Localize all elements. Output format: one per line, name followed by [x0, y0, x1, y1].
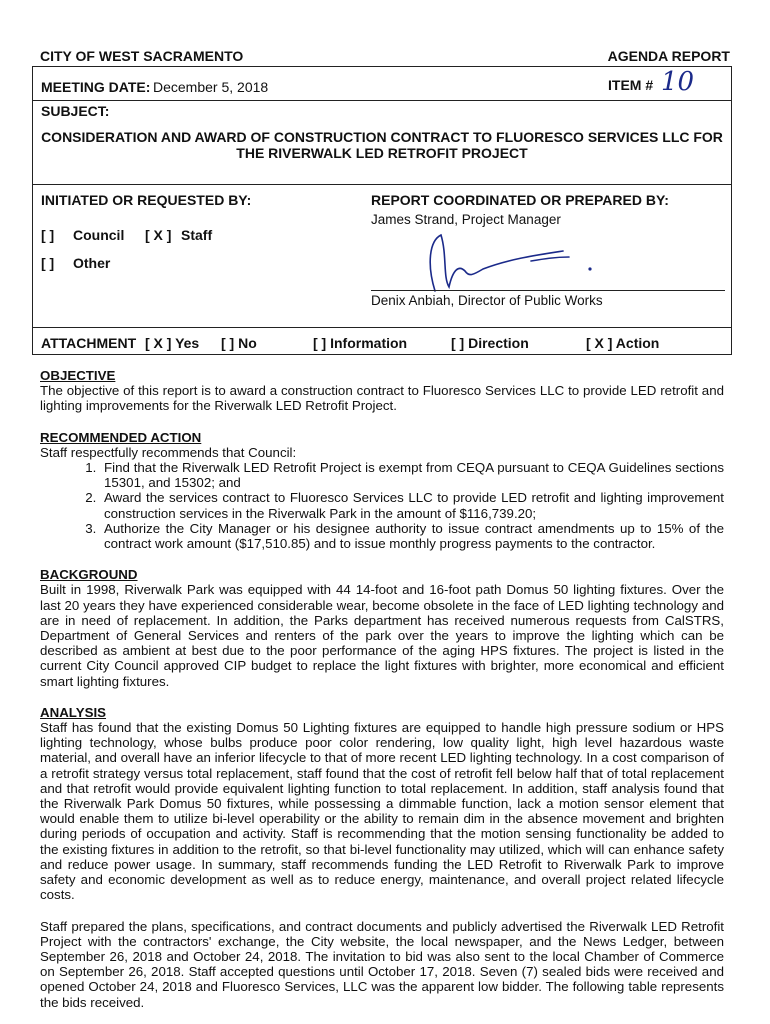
- staff-checkbox: [ X ]: [145, 227, 172, 243]
- meeting-date-label: MEETING DATE:: [41, 79, 151, 95]
- prepared-label: REPORT COORDINATED OR PREPARED BY:: [371, 192, 669, 208]
- recommendation-item: 2. Award the services contract to Fluoresco Services LLC to provide LED retrofit and lighting improvement construction services in the Riverwalk Park in the amount of $116,739.20;: [100, 490, 724, 520]
- action-option: [ X ] Action: [586, 335, 660, 351]
- initiated-label: INITIATED OR REQUESTED BY:: [41, 192, 252, 208]
- city-name: CITY OF WEST SACRAMENTO: [40, 48, 244, 64]
- report-body: [40, 368, 724, 1010]
- subject-line-1: CONSIDERATION AND AWARD OF CONSTRUCTION CONTRACT TO FLUORESCO SERVICES LLC FOR: [41, 129, 723, 145]
- analysis-text: Staff has found that the existing Domus 50 Lighting fixtures are equipped to handle high pressure sodium or HPS lighting technology, whose bulbs produce poor color rendering, low quality light, high level hazardous waste material, and overall have an inferior lifecycle to that of more recent LED lighting technology. In a cost comparison of a retrofit strategy versus total replacement, staff found that the cost of retrofit fell below half that of total replacement and that retrofit would provide equivalent lighting function to total replacement. In addition, staff analysis found that the Riverwalk Park Domus 50 fixtures, while possessing a dimmable function, lack a motion sensor element that would enable them to utilize bi-level operability or the ability to remain dim in the absence movement and brighten during periods of occupation and activity. Staff is recommending that the motion sensing functionality be added to the existing fixtures in addition to the retrofit, so that bi-level functionality may utilized, which will can enhance safety and reduce power usage. In summary, staff recommends funding the LED Retrofit to Riverwalk Park to improve safety and economic development as well as to reduce energy, maintenance, and overall project related lifecycle costs.: [40, 720, 724, 903]
- subject-title: [33, 129, 731, 161]
- background-heading: BACKGROUND: [40, 567, 138, 583]
- subject-line-2: THE RIVERWALK LED RETROFIT PROJECT: [236, 145, 528, 161]
- signature-line: [371, 290, 725, 291]
- recommendation-item: 3. Authorize the City Manager or his designee authority to issue contract amendments up to 15% of the contract work amount ($17,510.85) and to issue monthly progress payments to the contractor.: [100, 521, 724, 551]
- recommendation-item: 1. Find that the Riverwalk LED Retrofit Project is exempt from CEQA pursuant to CEQA Guidelines sections 15301, and 15302; and: [100, 460, 724, 490]
- recommended-intro: Staff respectfully recommends that Council:: [40, 444, 297, 460]
- analysis-heading: ANALYSIS: [40, 704, 107, 720]
- report-header: [40, 48, 730, 66]
- recommended-action-section: [40, 430, 724, 552]
- analysis-text-2: Staff prepared the plans, specifications, and contract documents and publicly advertised the Riverwalk LED Retrofit Project with the contractors' exchange, the City website, the local newspaper, and the News Ledger, between September 26, 2018 and October 24, 2018. The invitation to bid was also sent to the local Chamber of Commerce on September 26, 2018. Staff accepted questions until October 17, 2018. Seven (7) sealed bids were received and opened October 24, 2018 and Fluoresco Services, LLC was the apparent low bidder. The following table represents the bids received.: [40, 918, 724, 1010]
- background-section: [40, 567, 724, 689]
- attachment-yes: [ X ] Yes: [145, 335, 200, 351]
- objective-heading: OBJECTIVE: [40, 368, 116, 383]
- objective-section: [40, 368, 724, 414]
- other-label: Other: [73, 255, 111, 271]
- recommended-heading: RECOMMENDED ACTION: [40, 429, 202, 445]
- attachment-no: [ ] No: [221, 335, 257, 351]
- background-text: Built in 1998, Riverwalk Park was equipped with 44 14-foot and 16-foot path Domus 50 lighting fixtures. Over the last 20 years they have experienced considerable wear, become obsolete in the face of LED lighting technology and are in need of replacement. In addition, the Parks department has received numerous requests from CalSTRS, Department of General Services and renters of the park over the years to improve the lighting which can be described as ambient at best due to the poor performance of the aging HPS fixtures. The project is listed in the current City Council approved CIP budget to replace the light fixtures with brighter, more economical and efficient smart lighting fixtures.: [40, 582, 724, 689]
- analysis-section: [40, 705, 724, 903]
- report-type: AGENDA REPORT: [607, 48, 730, 64]
- director-signature: [413, 225, 613, 299]
- item-label: ITEM #: [608, 77, 654, 93]
- report-info-box: [32, 66, 732, 355]
- item-number-handwritten: 10: [661, 67, 695, 97]
- information-option: [ ] Information: [313, 335, 408, 351]
- council-label: Council: [73, 227, 125, 243]
- subject-label: SUBJECT:: [41, 103, 110, 119]
- attachment-label: ATTACHMENT: [41, 335, 137, 351]
- direction-option: [ ] Direction: [451, 335, 529, 351]
- preparer-name: James Strand, Project Manager: [371, 212, 561, 227]
- staff-label: Staff: [181, 227, 213, 243]
- objective-text: The objective of this report is to award a construction contract to Fluoresco Services LLC to provide LED retrofit and lighting improvements for the Riverwalk LED Retrofit Project.: [40, 383, 724, 414]
- approver-name: Denix Anbiah, Director of Public Works: [371, 293, 603, 308]
- analysis-bids-section: [40, 919, 724, 1010]
- meeting-date: December 5, 2018: [153, 79, 269, 95]
- other-checkbox: [ ]: [41, 255, 55, 271]
- council-checkbox: [ ]: [41, 227, 55, 243]
- recommendation-list: [40, 460, 724, 551]
